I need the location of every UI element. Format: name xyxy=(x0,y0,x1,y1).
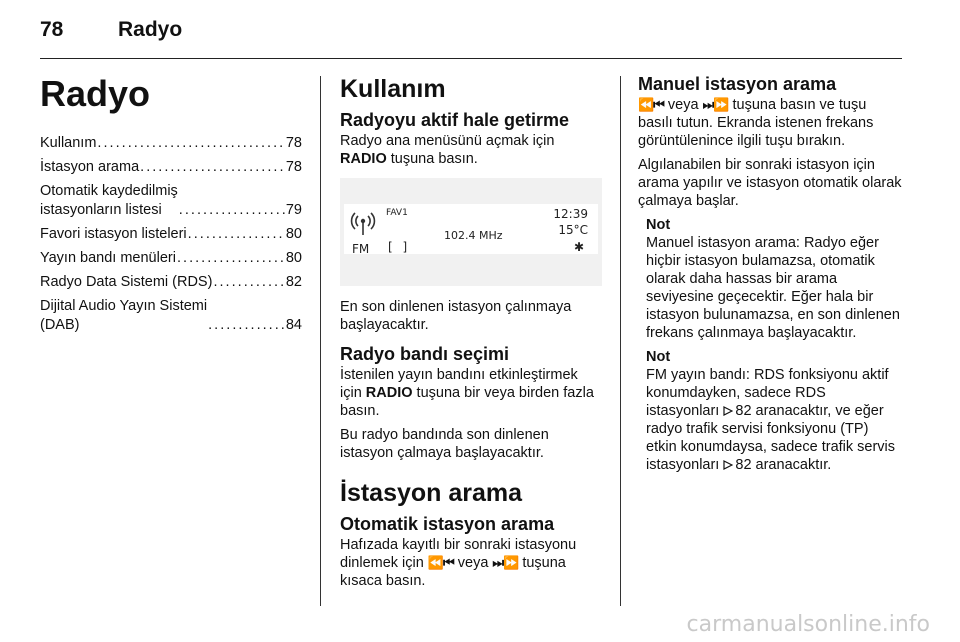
toc-entry-label: Kullanım xyxy=(40,135,97,151)
toc-entry-page: 80 xyxy=(285,226,302,242)
note-body: Manuel istasyon arama: Radyo eğer hiçbir istasyon bulamazsa, otomatik olarak daha hassas bir arama seviyesine geçecektir. Eğer hala bir istasyon bulunamazsa, en son dinlenen frekans çalınmaya başlayacaktır. xyxy=(646,235,900,341)
manual-search-paragraph: ⏪⏮ veya ⏭⏩ tuşuna basın ve tuşu basılı tutun. Ekranda istenen frekans görüntülenince ilgili tuşu bırakın. xyxy=(638,97,874,149)
toc-entry[interactable] xyxy=(40,297,302,335)
note-body: FM yayın bandı: RDS fonksiyonu aktif konumdayken, sadece RDS istasyonları 82 aranacaktır, ve eğer radyo trafik servisi fonksiyonu (TP) etkin konumdaysa, sadece trafik servis istasyonları 82 aranacaktır. xyxy=(646,367,896,473)
activate-paragraph: Radyo ana menüsünü açmak için RADIO tuşuna basın. xyxy=(340,133,555,167)
toc-entry[interactable] xyxy=(40,158,302,177)
page-number: 78 xyxy=(40,18,64,41)
radio-antenna-icon xyxy=(350,210,376,236)
auto-search-paragraph: Hafızada kayıtlı bir sonraki istasyonu dinlemek için ⏪⏮ veya ⏭⏩ tuşuna kısaca basın. xyxy=(340,537,577,589)
toc-leader-dots xyxy=(97,134,284,153)
chapter-title: Radyo xyxy=(40,73,151,114)
toc-entry[interactable] xyxy=(40,182,302,220)
toc-entry-label: Yayın bandı menüleri xyxy=(40,250,176,266)
toc-entry-page: 79 xyxy=(285,202,302,218)
header-rule xyxy=(40,58,902,59)
band-paragraph-2: Bu radyo bandında son dinlenen istasyon çalmaya başlayacaktır. xyxy=(340,427,549,461)
display-temperature: 15°C xyxy=(558,223,588,237)
toc-entry[interactable] xyxy=(40,225,302,244)
table-of-contents xyxy=(40,134,302,335)
toc-entry[interactable] xyxy=(40,134,302,153)
display-favorite: FAV1 xyxy=(386,208,408,218)
note-heading: Not xyxy=(646,349,671,365)
toc-entry-label: İstasyon arama xyxy=(40,159,140,175)
seek-forward-icon: ⏭⏩ xyxy=(492,555,519,570)
toc-entry-label: Favori istasyon listeleri xyxy=(40,226,187,242)
toc-entry-page: 78 xyxy=(285,159,302,175)
toc-column xyxy=(40,74,302,340)
page-reference-link[interactable]: 82 xyxy=(735,403,752,419)
toc-entry-label: Otomatik kaydedilmiş istasyonların listesi xyxy=(40,183,178,218)
toc-entry-page: 80 xyxy=(285,250,302,266)
radio-button-label: RADIO xyxy=(340,151,387,167)
radio-display-illustration xyxy=(340,178,602,286)
toc-entry-label: Radyo Data Sistemi (RDS) xyxy=(40,274,213,290)
note-1 xyxy=(646,216,902,342)
seek-back-icon: ⏪⏮ xyxy=(638,97,664,112)
bluetooth-icon: ✱ xyxy=(573,240,584,254)
section-title-kullanim: Kullanım xyxy=(340,75,446,103)
toc-entry-label: Dijital Audio Yayın Sistemi (DAB) xyxy=(40,298,208,333)
toc-leader-dots xyxy=(179,201,285,220)
display-slot: [ ] xyxy=(388,240,411,254)
toc-leader-dots xyxy=(188,225,285,244)
section-title-search: İstasyon arama xyxy=(340,479,523,507)
subsection-auto-search: Otomatik istasyon arama xyxy=(340,514,555,534)
band-paragraph: İstenilen yayın bandını etkinleştirmek için RADIO tuşuna bir veya birden fazla basın. xyxy=(340,367,594,419)
toc-leader-dots xyxy=(140,158,285,177)
display-frequency: 102.4 MHz xyxy=(444,229,503,242)
page-header xyxy=(40,18,902,48)
display-band: FM xyxy=(352,242,370,256)
seek-forward-icon: ⏭⏩ xyxy=(702,97,729,112)
display-time: 12:39 xyxy=(553,207,588,221)
page-reference-link[interactable]: 82 xyxy=(735,457,752,473)
column-divider-1 xyxy=(320,76,321,606)
subsection-manual-search: Manuel istasyon arama xyxy=(638,74,837,94)
page-reference-icon xyxy=(723,406,733,416)
toc-entry-page: 84 xyxy=(285,317,302,333)
last-station-paragraph: En son dinlenen istasyon çalınmaya başlayacaktır. xyxy=(340,299,572,333)
toc-entry[interactable] xyxy=(40,249,302,268)
subsection-band-select: Radyo bandı seçimi xyxy=(340,344,510,364)
radio-button-label: RADIO xyxy=(365,385,413,401)
page-reference-icon xyxy=(723,460,733,470)
toc-leader-dots xyxy=(177,249,285,268)
content-column-2 xyxy=(340,74,602,596)
watermark: carmanualsonline.info xyxy=(686,612,930,637)
toc-leader-dots xyxy=(208,316,285,335)
toc-entry-page: 78 xyxy=(285,135,302,151)
subsection-activate: Radyoyu aktif hale getirme xyxy=(340,110,570,130)
toc-leader-dots xyxy=(213,273,284,292)
running-section-title: Radyo xyxy=(118,18,183,41)
manual-search-paragraph-2: Algılanabilen bir sonraki istasyon için arama yapılır ve istasyon otomatik olarak çalmaya başlar. xyxy=(638,157,902,209)
seek-back-icon: ⏪⏮ xyxy=(427,555,454,570)
note-heading: Not xyxy=(646,217,671,233)
content-column-3 xyxy=(638,74,902,480)
note-2 xyxy=(646,348,902,474)
toc-entry-page: 82 xyxy=(285,274,302,290)
column-divider-2 xyxy=(620,76,621,606)
toc-entry[interactable] xyxy=(40,273,302,292)
